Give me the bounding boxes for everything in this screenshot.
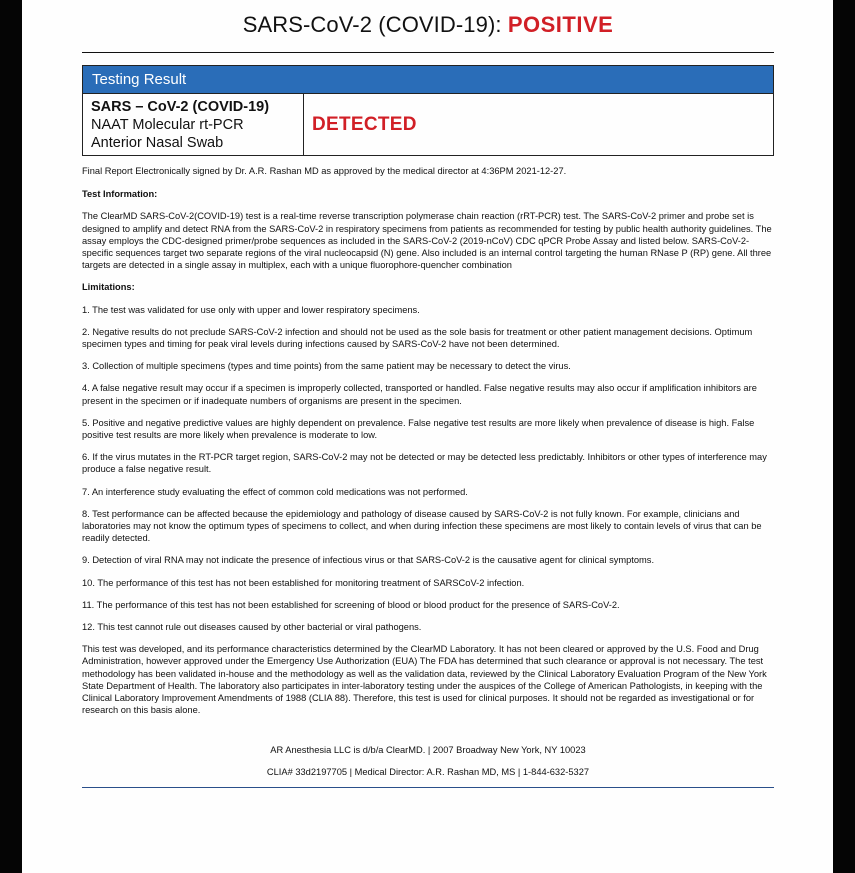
limitations-heading: Limitations: [82, 282, 135, 293]
test-description-cell [83, 94, 304, 155]
report-content [82, 0, 774, 788]
limitation-item: 4. A false negative result may occur if a specimen is improperly collected, transported or handled. False negative results may also occur if amplification inhibitors are present in the specimen or if inadequate numbers of organisms are present in the specimen. [82, 383, 757, 406]
limitations-list [82, 304, 774, 634]
report-page [22, 0, 833, 873]
test-result-cell [304, 94, 773, 155]
test-name: SARS – CoV-2 (COVID-19) [91, 99, 270, 115]
test-method: NAAT Molecular rt-PCR [91, 117, 244, 133]
disclaimer-text: This test was developed, and its performance characteristics determined by the ClearMD Laboratory. It has not been cleared or approved by the U.S. Food and Drug Administration, however approved under the Emergency Use Authorization (EUA) The FDA has determined that such clearance or approval is not necessary. The test methodology has been validated in-house and the methodology as well as the validation data, reviewed by the Clinical Laboratory Evaluation Program of the New York State Department of Health. The laboratory also participates in inter-laboratory testing under the auspices of the College of American Pathologists, in keeping with the Clinical Laboratory Improvement Amendments of 1988 (CLIA 88). Therefore, this test is used for clinical purposes. It should not be regarded as investigational or for research on this basis alone. [82, 644, 767, 716]
specimen-type: Anterior Nasal Swab [91, 135, 224, 151]
limitation-item: 11. The performance of this test has not been established for screening of blood or blood product for the presence of SARS-CoV-2. [82, 599, 620, 610]
test-information-heading: Test Information: [82, 189, 158, 200]
signature-line: Final Report Electronically signed by Dr. A.R. Rashan MD as approved by the medical director at 4:36PM 2021-12-27. [82, 166, 567, 176]
report-title [82, 11, 774, 39]
testing-result-header: Testing Result [83, 66, 773, 94]
status-positive: POSITIVE [507, 12, 614, 37]
footer-divider [82, 787, 774, 788]
testing-result-table [82, 65, 774, 156]
test-information-text: The ClearMD SARS-CoV-2(COVID-19) test is a real-time reverse transcription polymerase chain reaction (rRT-PCR) test. The SARS-CoV-2 primer and probe set is designed to amplify and detect RNA from the SARS-CoV-2 in respiratory specimens from patients as recommended for testing by public health authority guidelines. The assay employs the CDC-designed primer/probe sequences as included in the SARS-CoV-2 (2019-nCoV) CDC qPCR Probe Assay and listed below. SARS-CoV-2-specific sequences target two separate regions of the viral nucleocapsid (N) gene. Also included is an internal control targeting the human RNase P (RP) gene. All three targets are detected in a single assay in multiplex, each with a unique fluorophore-quencher combination [82, 211, 772, 271]
limitation-item: 2. Negative results do not preclude SARS-CoV-2 infection and should not be used as the sole basis for treatment or other patient management decisions. Optimum specimen types and timing for peak viral levels during infections caused by SARS-CoV-2 have not been determined. [82, 326, 753, 350]
limitation-item: 1. The test was validated for use only with upper and lower respiratory specimens. [82, 304, 420, 315]
limitation-item: 7. An interference study evaluating the effect of common cold medications was not performed. [82, 486, 468, 497]
limitation-item: 3. Collection of multiple specimens (types and time points) from the same patient may be necessary to detect the virus. [82, 361, 571, 372]
footer-address: AR Anesthesia LLC is d/b/a ClearMD. | 2007 Broadway New York, NY 10023 [270, 744, 586, 755]
limitation-item: 8. Test performance can be affected because the epidemiology and pathology of disease caused by SARS-CoV-2 is not fully known. For example, clinicians and laboratories may not know the optimum types of specimens to collect, and when during infection these specimens are most likely to contain levels of virus that can be readily detected. [82, 508, 762, 544]
title-prefix: SARS-CoV-2 (COVID-19): [242, 12, 508, 37]
limitation-item: 6. If the virus mutates in the RT-PCR target region, SARS-CoV-2 may not be detected or may be detected less predictably. Inhibitors or other types of interference may produce a false negative result. [82, 452, 767, 475]
limitation-item: 10. The performance of this test has not been established for monitoring treatment of SARSCoV-2 infection. [82, 577, 525, 588]
limitation-item: 5. Positive and negative predictive values are highly dependent on prevalence. False negative test results are more likely when prevalence of disease is high. False positive test results are more likely when prevalence is moderate to low. [82, 417, 755, 441]
testing-result-row [83, 94, 773, 155]
limitation-item: 9. Detection of viral RNA may not indicate the presence of infectious virus or that SARS-CoV-2 is the causative agent for clinical symptoms. [82, 555, 655, 566]
title-divider [82, 52, 774, 53]
footer-clia: CLIA# 33d2197705 | Medical Director: A.R. Rashan MD, MS | 1-844-632-5327 [266, 766, 590, 777]
limitation-item: 12. This test cannot rule out diseases caused by other bacterial or viral pathogens. [82, 622, 422, 633]
result-detected: DETECTED [312, 113, 417, 135]
